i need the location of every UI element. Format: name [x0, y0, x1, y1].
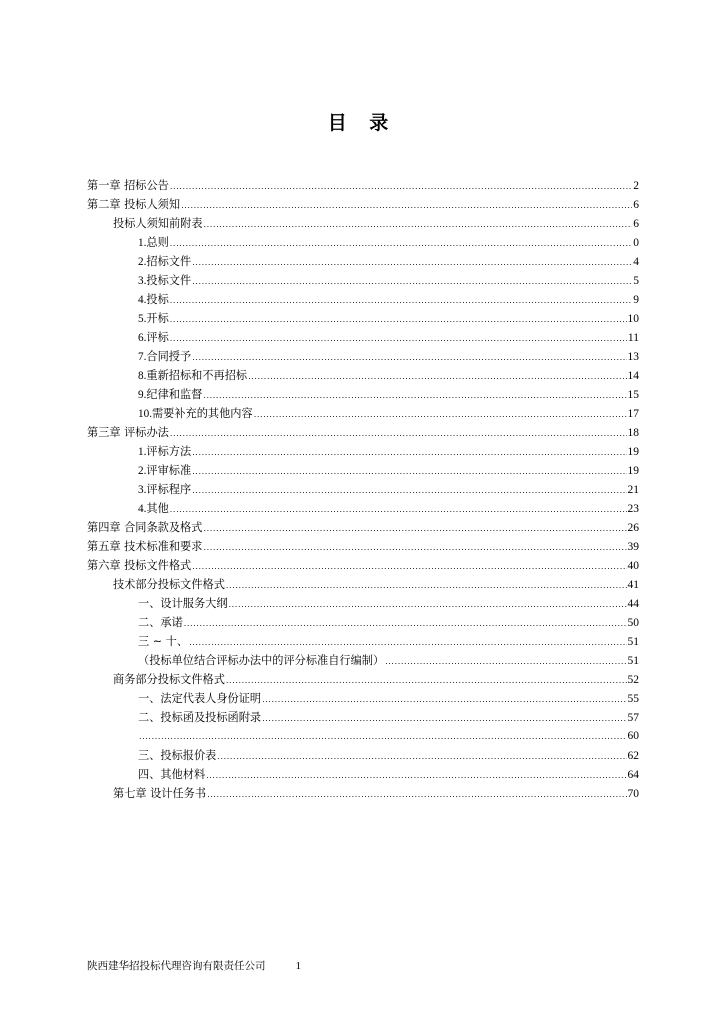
toc-entry-page-number: 19	[627, 465, 639, 477]
toc-entry-label: 第三章 评标办法	[87, 426, 169, 439]
toc-entry-label: 二、承诺	[138, 616, 183, 629]
toc-dot-leader	[184, 614, 627, 633]
toc-entry-page-number: 6	[633, 218, 639, 230]
toc-entry[interactable]	[87, 746, 639, 765]
toc-dot-leader	[192, 272, 632, 291]
toc-entry[interactable]	[87, 461, 639, 480]
toc-dot-leader	[192, 462, 626, 481]
toc-entry-page-number: 40	[627, 560, 639, 572]
toc-entry-label: 技术部分投标文件格式	[113, 578, 225, 591]
toc-dot-leader	[170, 424, 627, 443]
toc-entry[interactable]	[87, 594, 639, 613]
toc-entry[interactable]	[87, 290, 639, 309]
table-of-contents	[87, 176, 639, 803]
toc-entry[interactable]	[87, 195, 639, 214]
toc-entry[interactable]	[87, 556, 639, 575]
toc-entry-label: 1.总则	[138, 236, 169, 249]
toc-dot-leader	[248, 367, 626, 386]
toc-entry-label: 4.其他	[138, 502, 169, 515]
toc-entry[interactable]	[87, 214, 639, 233]
toc-dot-leader	[203, 538, 626, 557]
toc-dot-leader	[170, 177, 632, 196]
toc-dot-leader	[385, 652, 626, 671]
toc-entry-label: 二、投标函及投标函附录	[138, 711, 262, 724]
toc-entry[interactable]	[87, 708, 639, 727]
toc-dot-leader	[192, 443, 626, 462]
toc-entry[interactable]	[87, 442, 639, 461]
toc-entry-label: 4.投标	[138, 293, 169, 306]
toc-dot-leader	[254, 405, 627, 424]
toc-entry-page-number: 70	[627, 788, 639, 800]
toc-dot-leader	[170, 310, 627, 329]
toc-entry-label: 四、其他材料	[138, 768, 206, 781]
toc-entry-label: 3.评标程序	[138, 483, 192, 496]
toc-entry-page-number: 0	[633, 237, 639, 249]
toc-entry-label: 三、投标报价表	[138, 749, 217, 762]
toc-dot-leader	[226, 576, 627, 595]
toc-entry[interactable]	[87, 518, 639, 537]
toc-entry[interactable]	[87, 651, 639, 670]
toc-entry-label: 6.评标	[138, 331, 169, 344]
footer-company: 陕西建华招投标代理咨询有限责任公司	[87, 960, 266, 972]
toc-entry-page-number: 57	[627, 712, 639, 724]
toc-entry[interactable]	[87, 499, 639, 518]
toc-dot-leader	[207, 785, 626, 804]
toc-dot-leader	[181, 196, 632, 215]
toc-dot-leader	[217, 747, 626, 766]
page-footer	[87, 958, 301, 973]
toc-entry-label: 2.招标文件	[138, 255, 192, 268]
toc-entry-label: 8.重新招标和不再招标	[138, 369, 248, 382]
toc-dot-leader	[189, 633, 626, 652]
toc-entry-label: 第一章 招标公告	[87, 179, 169, 192]
toc-entry[interactable]	[87, 613, 639, 632]
toc-entry[interactable]	[87, 252, 639, 271]
toc-entry-label: （投标单位结合评标办法中的评分标准自行编制）	[138, 654, 385, 667]
toc-entry[interactable]	[87, 309, 639, 328]
toc-dot-leader	[229, 595, 627, 614]
toc-dot-leader	[170, 291, 632, 310]
toc-entry-page-number: 51	[627, 655, 639, 667]
toc-entry-page-number: 9	[633, 294, 639, 306]
toc-entry-page-number: 44	[627, 598, 639, 610]
toc-entry-page-number: 6	[633, 199, 639, 211]
toc-entry-page-number: 15	[627, 389, 639, 401]
toc-dot-leader	[170, 234, 632, 253]
toc-entry-label: 第七章 设计任务书	[113, 787, 207, 800]
page-title: 目 录	[327, 112, 397, 134]
toc-entry[interactable]	[87, 537, 639, 556]
toc-entry-label: 10.需要补充的其他内容	[138, 407, 253, 420]
toc-entry[interactable]	[87, 765, 639, 784]
toc-entry[interactable]	[87, 689, 639, 708]
toc-dot-leader	[203, 386, 626, 405]
toc-entry-label: 第四章 合同条款及格式	[87, 521, 203, 534]
toc-dot-leader	[170, 329, 627, 348]
toc-entry-page-number: 13	[627, 351, 639, 363]
toc-entry[interactable]	[87, 328, 639, 347]
toc-entry-label: 一、设计服务大纲	[138, 597, 228, 610]
toc-entry-page-number: 18	[627, 427, 639, 439]
toc-dot-leader	[192, 348, 626, 367]
toc-entry[interactable]	[87, 347, 639, 366]
toc-entry-page-number: 21	[627, 484, 639, 496]
toc-entry[interactable]	[87, 670, 639, 689]
toc-dot-leader	[139, 727, 627, 746]
toc-dot-leader	[203, 519, 626, 538]
toc-entry-page-number: 51	[627, 636, 639, 648]
toc-dot-leader	[192, 481, 626, 500]
toc-entry-label: 9.纪律和监督	[138, 388, 203, 401]
toc-entry-page-number: 52	[627, 674, 639, 686]
toc-entry[interactable]	[87, 575, 639, 594]
toc-dot-leader	[262, 709, 626, 728]
toc-entry-page-number: 62	[627, 750, 639, 762]
toc-entry[interactable]	[87, 176, 639, 195]
toc-dot-leader	[226, 671, 627, 690]
toc-entry-page-number: 41	[627, 579, 639, 591]
toc-entry-label: 一、法定代表人身份证明	[138, 692, 262, 705]
toc-entry-label: 3.投标文件	[138, 274, 192, 287]
toc-dot-leader	[204, 215, 633, 234]
toc-entry[interactable]	[87, 480, 639, 499]
toc-entry[interactable]	[87, 423, 639, 442]
toc-entry[interactable]	[87, 385, 639, 404]
toc-entry-page-number: 5	[633, 275, 639, 287]
toc-dot-leader	[192, 557, 626, 576]
toc-entry-page-number: 55	[627, 693, 639, 705]
toc-entry-page-number: 10	[627, 313, 639, 325]
toc-entry[interactable]	[87, 727, 639, 746]
toc-entry-page-number: 26	[627, 522, 639, 534]
toc-entry-label: 第二章 投标人须知	[87, 198, 181, 211]
toc-entry-page-number: 50	[627, 617, 639, 629]
toc-entry[interactable]	[87, 784, 639, 803]
toc-entry-label: 5.开标	[138, 312, 169, 325]
toc-entry-page-number: 39	[627, 541, 639, 553]
toc-entry-label: 7.合同授予	[138, 350, 192, 363]
toc-entry-label: 第六章 投标文件格式	[87, 559, 192, 572]
toc-entry-page-number: 23	[627, 503, 639, 515]
toc-entry-page-number: 17	[627, 408, 639, 420]
toc-dot-leader	[262, 690, 626, 709]
toc-entry-page-number: 14	[627, 370, 639, 382]
toc-entry-page-number: 2	[633, 180, 639, 192]
footer-page-number: 1	[295, 960, 301, 972]
toc-entry-page-number: 11	[627, 332, 639, 344]
toc-dot-leader	[170, 500, 627, 519]
toc-entry-label: 投标人须知前附表	[113, 217, 203, 230]
toc-entry[interactable]	[87, 233, 639, 252]
toc-entry-label: 商务部分投标文件格式	[113, 673, 225, 686]
toc-entry[interactable]	[87, 632, 639, 651]
toc-entry-page-number: 64	[627, 769, 639, 781]
toc-entry-label: 三 ~ 十、	[138, 635, 189, 648]
toc-entry-label: 1.评标方法	[138, 445, 192, 458]
toc-entry-label: 第五章 技术标准和要求	[87, 540, 203, 553]
toc-dot-leader	[206, 766, 626, 785]
toc-entry[interactable]	[87, 366, 639, 385]
toc-dot-leader	[192, 253, 632, 272]
toc-entry-page-number: 19	[627, 446, 639, 458]
toc-entry-page-number: 60	[627, 730, 639, 742]
toc-entry[interactable]	[87, 271, 639, 290]
toc-entry-label: 2.评审标准	[138, 464, 192, 477]
toc-entry-page-number: 4	[633, 256, 639, 268]
toc-entry[interactable]	[87, 404, 639, 423]
